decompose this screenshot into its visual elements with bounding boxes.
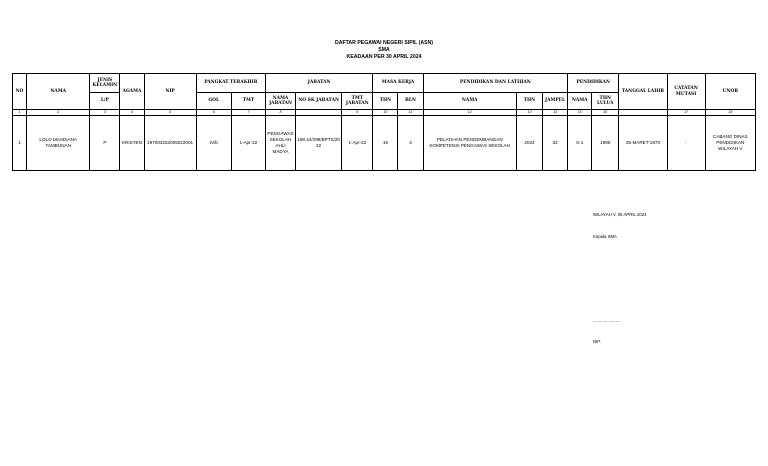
column-number: 8 — [265, 110, 295, 116]
column-number: 3 — [90, 110, 120, 116]
table-row — [13, 116, 756, 171]
cell-masa-kerja-bln: 3 — [398, 116, 423, 171]
column-number: 7 — [231, 110, 265, 116]
header-tmt-jabatan: TMT JABATAN — [342, 93, 373, 110]
column-number: 2 — [27, 110, 90, 116]
signature-place-date: WILAYAH V, 06 APRIL 2024 — [593, 212, 647, 217]
column-number: 4 — [120, 110, 144, 116]
document-subtitle-date: KEADAAN PER 30 APRIL 2024 — [346, 54, 422, 60]
cell-diklat-thn: 2024 — [516, 116, 542, 171]
column-number: 16 — [592, 110, 619, 116]
signature-name-line: ........................ — [593, 318, 622, 323]
header-jabatan: JABATAN — [265, 74, 372, 93]
header-catatan-mutasi: CATATAN MUTASI — [667, 74, 705, 110]
cell-thn-lulus: 1996 — [592, 116, 619, 171]
column-number: 13 — [516, 110, 542, 116]
header-unor: UNOR — [705, 74, 755, 110]
asn-table — [12, 73, 756, 171]
header-masa-kerja-thn: THN — [373, 93, 398, 110]
column-number: 5 — [144, 110, 196, 116]
header-masa-kerja: MASA KERJA — [373, 74, 423, 93]
document-subtitle-school: SMA — [378, 47, 390, 53]
cell-masa-kerja-thn: 19 — [373, 116, 398, 171]
column-number: 6 — [196, 110, 231, 116]
header-nip: NIP — [144, 74, 196, 110]
signature-nip: NIP. — [593, 339, 601, 344]
cell-tanggal-lahir: 25-MARET-1970 — [619, 116, 667, 171]
column-number: 18 — [705, 110, 755, 116]
cell-tmt-jabatan: 1-Apr-22 — [342, 116, 373, 171]
header-jenis-kelamin: JENIS KELAMIN — [90, 74, 120, 93]
column-number: 1 — [13, 110, 27, 116]
cell-unor: CABANG DINAS PENDIDIKAN WILAYAH V — [705, 116, 755, 171]
cell-diklat-nama: PELATIHAN PENGEMBANGAN KOMPETENSI PENGAWAS SEKOLAH — [423, 116, 516, 171]
header-tanggal-lahir: TANGGAL LAHIR — [619, 74, 667, 110]
cell-jampel: 32 — [543, 116, 568, 171]
header-diklat-thn: THN — [516, 93, 542, 110]
header-thn-lulus: THN LULUS — [592, 93, 619, 110]
cell-lp: P — [90, 116, 120, 171]
header-gol: GOL — [196, 93, 231, 110]
column-number: 12 — [423, 110, 516, 116]
header-nama-jabatan: NAMA JABATAN — [265, 93, 295, 110]
column-number: 11 — [398, 110, 423, 116]
column-number: 14 — [543, 110, 568, 116]
header-pendidikan-dan-latihan: PENDIDIKAN DAN LATIHAN — [423, 74, 568, 93]
header-no: NO — [13, 74, 27, 110]
cell-tmt: 1-Apr-22 — [231, 116, 265, 171]
header-pendidikan: PENDIDIKAN — [568, 74, 619, 93]
header-agama: AGAMA — [120, 74, 144, 110]
column-number: 9 — [342, 110, 373, 116]
document-title: DAFTAR PEGAWAI NEGERI SIPIL (ASN) — [334, 40, 434, 46]
header-diklat-nama: NAMA — [423, 93, 516, 110]
signature-role: Kepala SMA — [593, 234, 617, 239]
cell-no: 1 — [13, 116, 27, 171]
cell-nama: LOLO MASDIANA TAMBUNAN — [27, 116, 90, 171]
header-pangkat-terakhir: PANGKAT TERAKHIR — [196, 74, 265, 93]
header-nama: NAMA — [27, 74, 90, 110]
header-tmt: TMT — [231, 93, 265, 110]
cell-no-sk-jabatan: 188.44/299/BPTS/2022 — [296, 116, 342, 171]
cell-nama-jabatan: PENGAWAS SEKOLAH AHLI MADYA — [265, 116, 295, 171]
cell-catatan-mutasi: - — [667, 116, 705, 171]
column-number: 15 — [568, 110, 592, 116]
cell-pendidikan-nama: S-1 — [568, 116, 592, 171]
header-no-sk-jabatan: NO SK JABATAN — [296, 93, 342, 110]
header-masa-kerja-bln: BLN — [398, 93, 423, 110]
header-lp: L/P — [90, 93, 120, 110]
header-pendidikan-nama: NAMA — [568, 93, 592, 110]
cell-gol: IV/b — [196, 116, 231, 171]
column-number: 10 — [373, 110, 398, 116]
cell-agama: KRISTEN — [120, 116, 144, 171]
header-jampel: JAMPEL — [543, 93, 568, 110]
cell-nip: 197003252005022001 — [144, 116, 196, 171]
column-number: 17 — [667, 110, 705, 116]
